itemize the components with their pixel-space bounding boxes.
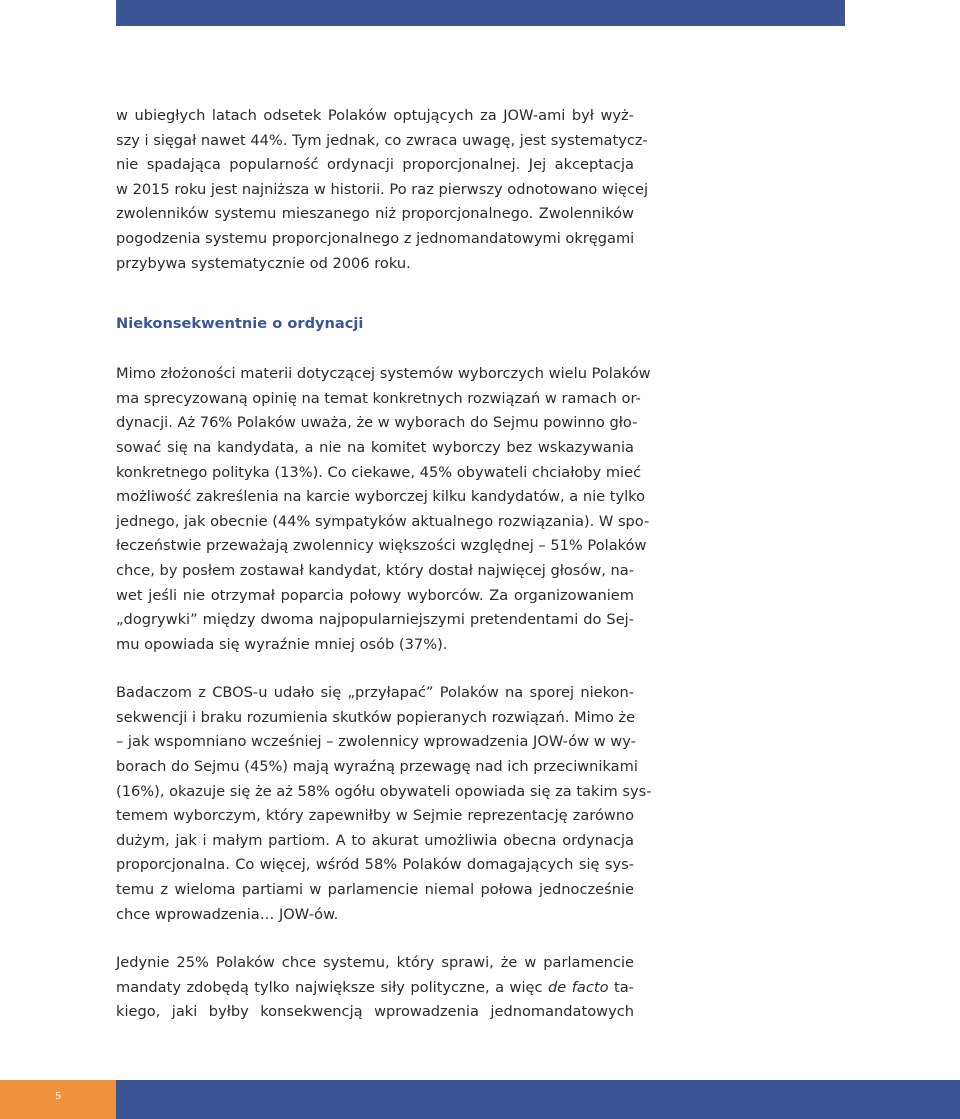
text-line: jednego, jak obecnie (44% sympatyków aktualnego rozwiązania). W spo- (116, 512, 650, 530)
page-number: 5 (55, 1091, 61, 1102)
text-line: Mimo złożoności materii dotyczącej systemów wyborczych wielu Polaków (116, 365, 651, 383)
text-line: pogodzenia systemu proporcjonalnego z jednomandatowymi okręgami (116, 229, 635, 247)
italic-term: de facto (548, 978, 609, 996)
text-line: (16%), okazuje się że aż 58% ogółu obywateli opowiada się za takim sys- (116, 782, 652, 800)
text-line: – jak wspomniano wcześniej – zwolennicy wprowadzenia JOW-ów w wy- (116, 733, 636, 751)
text-line: „dogrywki” między dwoma najpopularniejszymi pretendentami do Sej- (116, 611, 634, 629)
text-line: możliwość zakreślenia na karcie wyborczej kilku kandydatów, a nie tylko (116, 488, 646, 506)
paragraph-4 (116, 951, 634, 1025)
article-body (116, 104, 652, 1025)
text-line: w ubiegłych latach odsetek Polaków optujących za JOW-ami był wyż- (116, 107, 634, 124)
text-line: temu z wieloma partiami w parlamencie niemal połowa jednocześnie (116, 881, 634, 899)
text-line: przybywa systematycznie od 2006 roku. (116, 254, 411, 272)
text-line: kiego, jaki byłby konsekwencją wprowadzenia jednomandatowych (116, 1003, 634, 1021)
text-line: chce, by posłem zostawał kandydat, który dostał najwięcej głosów, na- (116, 561, 634, 579)
text-line (116, 976, 634, 1001)
text-segment: ta- (608, 978, 634, 996)
section-heading: Niekonsekwentnie o ordynacji (116, 315, 364, 333)
text-line: dużym, jak i małym partiom. A to akurat umożliwia obecna ordynacja (116, 831, 634, 849)
text-line: proporcjonalna. Co więcej, wśród 58% Polaków domagających się sys- (116, 856, 634, 874)
text-line: chce wprowadzenia… JOW-ów. (116, 905, 339, 923)
text-line: szy i sięgał nawet 44%. Tym jednak, co zwraca uwagę, jest systematycz- (116, 131, 648, 149)
text-line: ma sprecyzowaną opinię na temat konkretnych rozwiązań w ramach or- (116, 389, 641, 407)
paragraph-1 (116, 104, 649, 276)
paragraph-2 (116, 362, 651, 657)
text-line: sekwencji i braku rozumienia skutków popieranych rozwiązań. Mimo że (116, 708, 636, 726)
text-line: Badaczom z CBOS-u udało się „przyłapać” Polaków na sporej niekon- (116, 684, 634, 702)
text-line: łeczeństwie przeważają zwolennicy większości względnej – 51% Polaków (116, 537, 647, 555)
text-line: zwolenników systemu mieszanego niż proporcjonalnego. Zwolenników (116, 205, 634, 223)
text-line: wet jeśli nie otrzymał poparcia połowy wyborców. Za organizowaniem (116, 586, 634, 604)
footer-bar (0, 1080, 960, 1119)
text-segment: mandaty zdobędą tylko największe siły polityczne, a więc (116, 978, 549, 996)
text-line: sować się na kandydata, a nie na komitet wyborczy bez wskazywania (116, 438, 634, 456)
text-line: borach do Sejmu (45%) mają wyraźną przewagę nad ich przeciwnikami (116, 758, 638, 776)
text-line: dynacji. Aż 76% Polaków uważa, że w wyborach do Sejmu powinno gło- (116, 414, 638, 432)
header-bar (116, 0, 845, 26)
text-line: mu opowiada się wyraźnie mniej osób (37%). (116, 635, 448, 653)
text-line: w 2015 roku jest najniższa w historii. Po raz pierwszy odnotowano więcej (116, 180, 649, 198)
text-line: temem wyborczym, który zapewniłby w Sejmie reprezentację zarówno (116, 807, 634, 825)
text-line: konkretnego polityka (13%). Co ciekawe, 45% obywateli chciałoby mieć (116, 463, 642, 481)
text-line: nie spadająca popularność ordynacji proporcjonalnej. Jej akceptacja (116, 156, 634, 174)
paragraph-3 (116, 681, 652, 927)
text-line: Jedynie 25% Polaków chce systemu, który sprawi, że w parlamencie (116, 954, 634, 972)
